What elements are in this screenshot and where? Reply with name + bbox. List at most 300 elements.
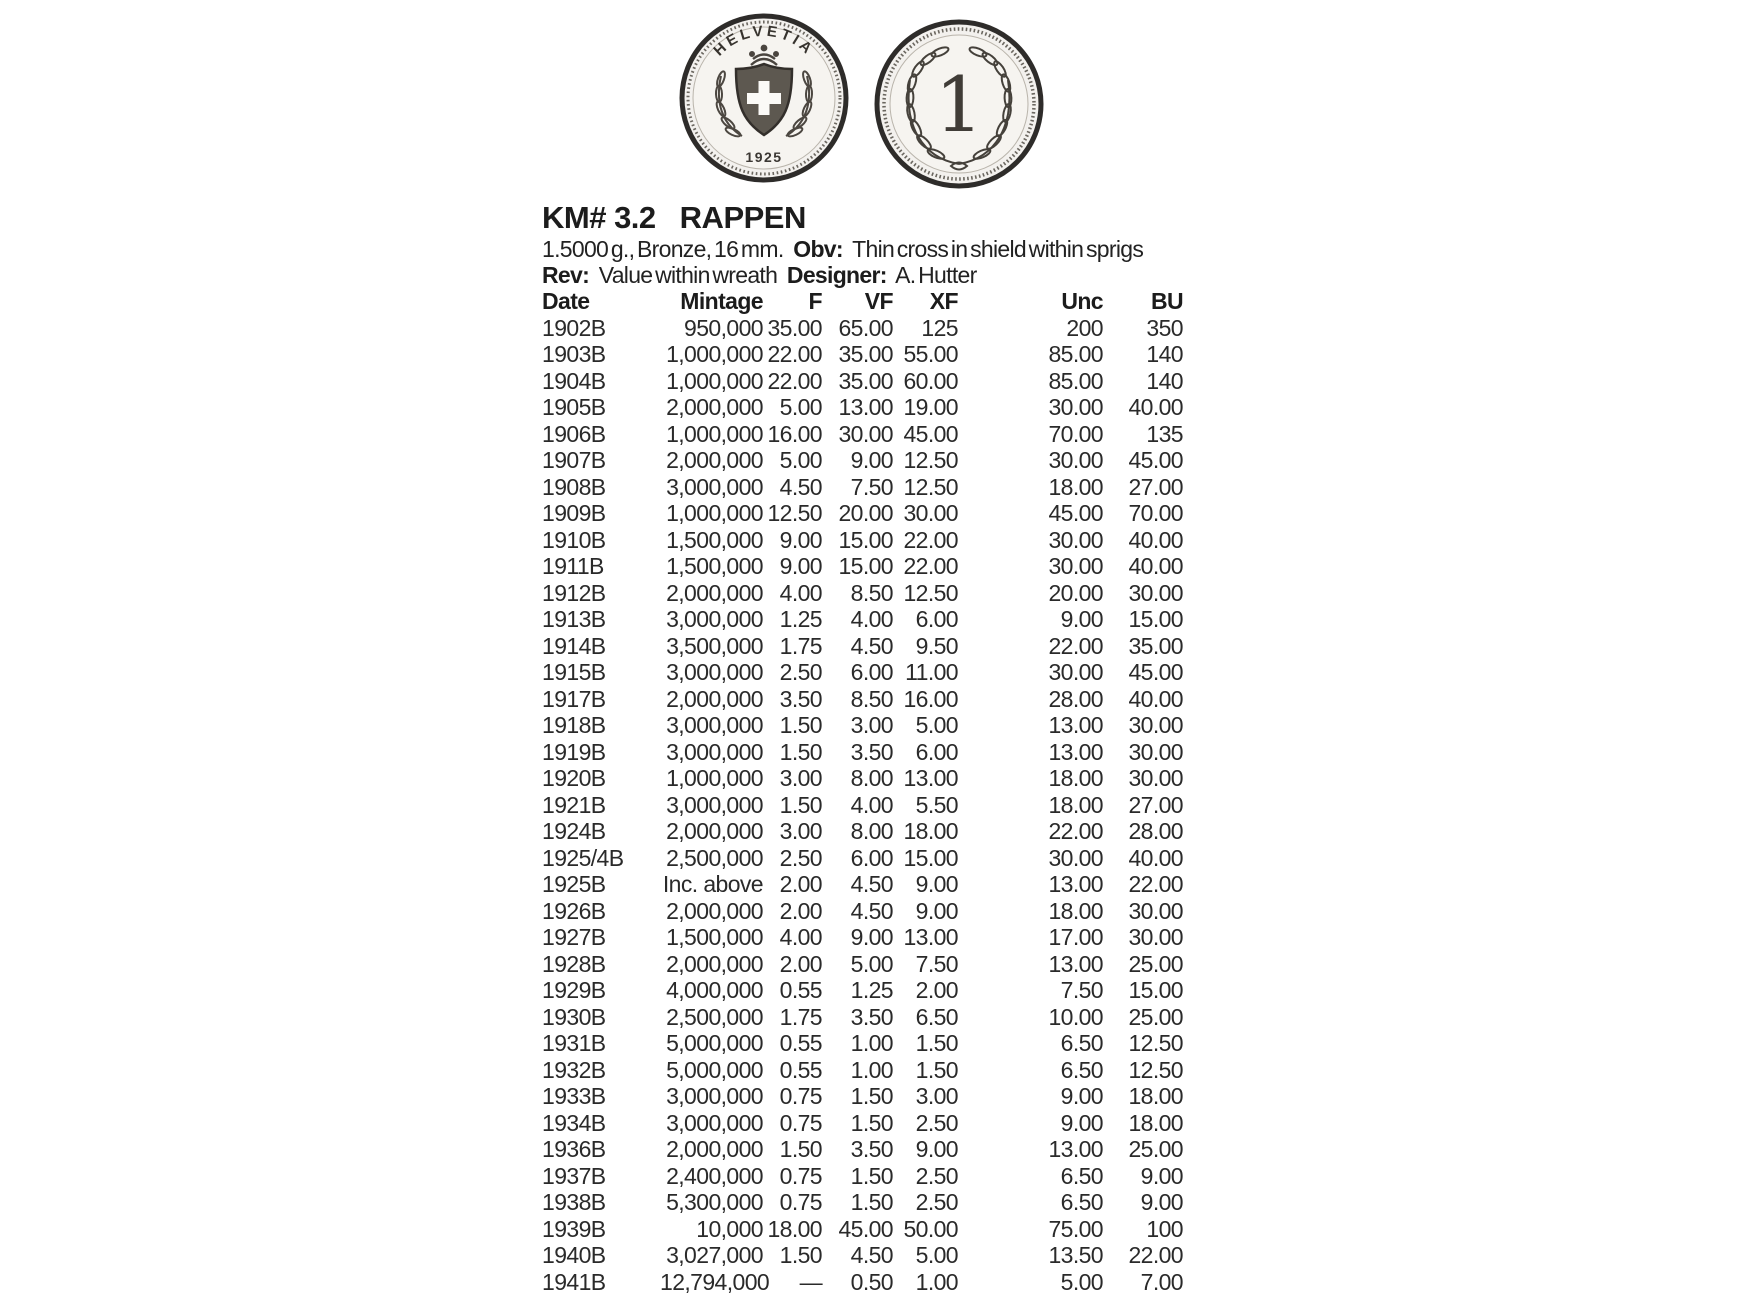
cell-unc: 30.00: [1048, 844, 1103, 871]
cell-xf: 22.00: [903, 553, 958, 579]
cell-xf: 3.00: [915, 1083, 958, 1109]
obverse-description: Thin cross in shield within sprigs: [852, 236, 1144, 262]
cell-f: 3.00: [779, 818, 822, 844]
cell-bu: 22.00: [1128, 871, 1183, 897]
cell-f: 0.75: [779, 1189, 822, 1215]
cell-xf: 30.00: [903, 500, 958, 526]
cell-xf: 13.00: [903, 765, 958, 791]
cell-f: 0.55: [779, 977, 822, 1003]
cell-date: 1915B: [542, 659, 606, 685]
cell-mintage: 3,500,000: [666, 632, 763, 659]
cell-unc: 30.00: [1048, 394, 1103, 420]
reverse-label: Rev:: [542, 262, 590, 288]
cell-xf: 12.50: [903, 447, 958, 473]
cell-f: 5.00: [779, 394, 822, 420]
cell-unc: 70.00: [1048, 420, 1103, 447]
table-row: [542, 739, 1183, 766]
table-row: [542, 818, 1183, 845]
table-row: [542, 659, 1183, 686]
table-row: [542, 792, 1183, 819]
cell-vf: 6.00: [850, 844, 893, 871]
table-row: [542, 1216, 1183, 1243]
cell-f: 2.00: [779, 897, 822, 924]
cell-bu: 140: [1146, 367, 1183, 394]
cell-vf: 15.00: [838, 553, 893, 579]
cell-vf: 0.50: [850, 1268, 893, 1295]
cell-bu: 25.00: [1128, 950, 1183, 977]
table-row: [542, 580, 1183, 607]
cell-unc: 13.00: [1048, 738, 1103, 765]
cell-bu: 22.00: [1128, 1242, 1183, 1268]
table-row: [542, 898, 1183, 925]
table-row: [542, 633, 1183, 660]
reverse-value: 1: [934, 60, 984, 149]
cell-bu: 15.00: [1128, 606, 1183, 632]
cell-unc: 30.00: [1048, 526, 1103, 553]
cell-f: 2.00: [779, 950, 822, 977]
cell-f: 5.00: [779, 447, 822, 473]
cell-bu: 28.00: [1128, 818, 1183, 844]
cell-date: 1930B: [542, 1003, 606, 1030]
cell-xf: 2.50: [915, 1109, 958, 1136]
cell-unc: 6.50: [1060, 1162, 1103, 1189]
cell-xf: 2.50: [915, 1189, 958, 1215]
cell-f: 1.50: [779, 712, 822, 738]
cell-f: 1.50: [779, 738, 822, 765]
table-row: [542, 1004, 1183, 1031]
cell-mintage: 3,000,000: [666, 712, 763, 738]
cell-unc: 22.00: [1048, 818, 1103, 844]
cell-date: 1902B: [542, 314, 606, 341]
table-row: [542, 606, 1183, 633]
cell-xf: 60.00: [903, 367, 958, 394]
cell-date: 1917B: [542, 685, 606, 712]
cell-bu: 9.00: [1140, 1189, 1183, 1215]
table-row: [542, 1083, 1183, 1110]
cell-date: 1910B: [542, 526, 606, 553]
price-table-body: [542, 315, 1183, 1296]
cell-xf: 6.00: [915, 606, 958, 632]
cell-xf: 45.00: [903, 420, 958, 447]
cell-mintage: 950,000: [684, 314, 763, 341]
cell-bu: 45.00: [1128, 659, 1183, 685]
cell-date: 1921B: [542, 791, 606, 818]
cell-unc: 22.00: [1048, 632, 1103, 659]
cell-xf: 9.00: [915, 1136, 958, 1162]
cell-xf: 1.00: [915, 1268, 958, 1295]
cell-f: 9.00: [779, 526, 822, 553]
cell-vf: 4.50: [850, 897, 893, 924]
cell-mintage: 2,000,000: [666, 897, 763, 924]
cell-mintage: 3,000,000: [666, 606, 763, 632]
cell-unc: 30.00: [1048, 659, 1103, 685]
cell-vf: 1.50: [850, 1162, 893, 1189]
cell-xf: 55.00: [903, 341, 958, 367]
cell-unc: 75.00: [1048, 1215, 1103, 1242]
table-row: [542, 474, 1183, 501]
cell-bu: 30.00: [1128, 897, 1183, 924]
cell-unc: 13.50: [1048, 1242, 1103, 1268]
denomination: RAPPEN: [679, 200, 806, 235]
cell-mintage: 1,000,000: [666, 367, 763, 394]
cell-date: 1918B: [542, 712, 606, 738]
cell-date: 1941B: [542, 1268, 606, 1295]
cell-unc: 13.00: [1048, 1136, 1103, 1162]
cell-mintage: 3,000,000: [666, 1083, 763, 1109]
cell-unc: 85.00: [1048, 367, 1103, 394]
cell-f: 2.50: [779, 659, 822, 685]
cell-vf: 8.50: [850, 685, 893, 712]
cell-vf: 8.00: [850, 765, 893, 791]
cell-f: 22.00: [767, 341, 822, 367]
cell-unc: 18.00: [1048, 897, 1103, 924]
cell-bu: 30.00: [1128, 579, 1183, 606]
cell-unc: 17.00: [1048, 924, 1103, 950]
cell-vf: 1.00: [850, 1030, 893, 1056]
cell-f: 3.50: [779, 685, 822, 712]
cell-unc: 18.00: [1048, 473, 1103, 500]
cell-vf: 20.00: [838, 500, 893, 526]
cell-f: 2.50: [779, 844, 822, 871]
cell-bu: 45.00: [1128, 447, 1183, 473]
table-row: [542, 1030, 1183, 1057]
coin-measurements: 1.5000 g., Bronze, 16 mm.: [542, 236, 784, 262]
cell-bu: 40.00: [1128, 526, 1183, 553]
cell-vf: 4.00: [850, 606, 893, 632]
cell-xf: 6.00: [915, 738, 958, 765]
spec-line-1: [542, 236, 1143, 262]
cell-f: 3.00: [779, 765, 822, 791]
cell-mintage: 2,000,000: [666, 685, 763, 712]
cell-mintage: 1,000,000: [666, 765, 763, 791]
cell-unc: 30.00: [1048, 553, 1103, 579]
col-header-f: F: [808, 288, 822, 314]
cell-vf: 45.00: [838, 1215, 893, 1242]
cell-mintage: 5,300,000: [666, 1189, 763, 1215]
cell-vf: 4.50: [850, 871, 893, 897]
cell-unc: 18.00: [1048, 791, 1103, 818]
table-row: [542, 527, 1183, 554]
cell-bu: 30.00: [1128, 738, 1183, 765]
cell-mintage: 3,000,000: [666, 738, 763, 765]
table-row: [542, 315, 1183, 342]
table-row: [542, 1242, 1183, 1269]
table-row: [542, 368, 1183, 395]
cell-date: 1925B: [542, 871, 606, 897]
cell-xf: 5.50: [915, 791, 958, 818]
cell-xf: 6.50: [915, 1003, 958, 1030]
reverse-description: Value within wreath: [598, 262, 778, 288]
cell-bu: 27.00: [1128, 791, 1183, 818]
cell-date: 1906B: [542, 420, 606, 447]
obverse-coin-image: [678, 12, 850, 184]
cell-mintage: 3,000,000: [666, 659, 763, 685]
cell-unc: 9.00: [1060, 1083, 1103, 1109]
table-row: [542, 1057, 1183, 1084]
spec-line-2: [542, 262, 977, 288]
cell-xf: 5.00: [915, 712, 958, 738]
price-table: [542, 288, 1183, 1295]
cell-date: 1933B: [542, 1083, 606, 1109]
cell-xf: 7.50: [915, 950, 958, 977]
cell-f: 0.75: [779, 1083, 822, 1109]
cell-mintage: 2,500,000: [666, 1003, 763, 1030]
cell-bu: 25.00: [1128, 1136, 1183, 1162]
cell-vf: 5.00: [850, 950, 893, 977]
table-row: [542, 765, 1183, 792]
cell-bu: 100: [1146, 1215, 1183, 1242]
col-header-date: Date: [542, 288, 590, 314]
cell-vf: 3.00: [850, 712, 893, 738]
cell-xf: 5.00: [915, 1242, 958, 1268]
cell-unc: 6.50: [1060, 1030, 1103, 1056]
cell-xf: 9.00: [915, 871, 958, 897]
cell-unc: 5.00: [1060, 1268, 1103, 1295]
cell-date: 1936B: [542, 1136, 606, 1162]
cell-date: 1925/4B: [542, 844, 624, 871]
cell-unc: 20.00: [1048, 579, 1103, 606]
cell-xf: 22.00: [903, 526, 958, 553]
cell-unc: 6.50: [1060, 1056, 1103, 1083]
km-number: KM# 3.2: [542, 200, 656, 235]
cell-vf: 9.00: [850, 924, 893, 950]
cell-mintage: 1,000,000: [666, 420, 763, 447]
cell-vf: 4.50: [850, 632, 893, 659]
cell-xf: 12.50: [903, 473, 958, 500]
cell-vf: 1.50: [850, 1083, 893, 1109]
cell-f: 9.00: [779, 553, 822, 579]
cell-f: 1.50: [779, 791, 822, 818]
designer-label: Designer:: [786, 262, 887, 288]
cell-date: 1909B: [542, 500, 606, 526]
cell-f: 1.25: [779, 606, 822, 632]
cell-mintage: Inc. above: [662, 871, 763, 897]
cell-date: 1912B: [542, 579, 606, 606]
cell-xf: 12.50: [903, 579, 958, 606]
cell-date: 1928B: [542, 950, 606, 977]
cell-date: 1913B: [542, 606, 606, 632]
cell-unc: 200: [1066, 314, 1103, 341]
cell-mintage: 1,500,000: [666, 553, 763, 579]
cell-f: 1.50: [779, 1242, 822, 1268]
reverse-coin-image: [873, 18, 1045, 190]
cell-bu: 7.00: [1140, 1268, 1183, 1295]
cell-bu: 70.00: [1128, 500, 1183, 526]
cell-bu: 9.00: [1140, 1162, 1183, 1189]
cell-date: 1940B: [542, 1242, 606, 1268]
table-row: [542, 1136, 1183, 1163]
cell-date: 1929B: [542, 977, 606, 1003]
cell-unc: 30.00: [1048, 447, 1103, 473]
cell-mintage: 5,000,000: [666, 1030, 763, 1056]
cell-mintage: 2,400,000: [666, 1162, 763, 1189]
cell-date: 1903B: [542, 341, 606, 367]
cell-mintage: 10,000: [696, 1215, 763, 1242]
cell-bu: 18.00: [1128, 1109, 1183, 1136]
table-row: [542, 394, 1183, 421]
cell-date: 1914B: [542, 632, 606, 659]
cell-bu: 30.00: [1128, 924, 1183, 950]
col-header-mintage: Mintage: [680, 288, 763, 314]
table-header-row: [542, 288, 1183, 315]
cell-mintage: 1,500,000: [666, 526, 763, 553]
cell-f: 0.55: [779, 1056, 822, 1083]
col-header-bu: BU: [1150, 288, 1183, 314]
table-row: [542, 924, 1183, 951]
cell-date: 1939B: [542, 1215, 606, 1242]
table-row: [542, 1110, 1183, 1137]
cell-xf: 19.00: [903, 394, 958, 420]
cell-f: —: [799, 1268, 822, 1295]
cell-date: 1938B: [542, 1189, 606, 1215]
cell-vf: 1.25: [850, 977, 893, 1003]
cell-xf: 11.00: [905, 659, 958, 685]
obverse-legend: HELVETIA: [710, 22, 818, 60]
cell-f: 16.00: [767, 420, 822, 447]
cell-bu: 18.00: [1128, 1083, 1183, 1109]
cell-date: 1924B: [542, 818, 606, 844]
cell-bu: 12.50: [1128, 1056, 1183, 1083]
cell-xf: 1.50: [915, 1030, 958, 1056]
cell-vf: 1.00: [850, 1056, 893, 1083]
cell-f: 18.00: [767, 1215, 822, 1242]
table-row: [542, 951, 1183, 978]
obverse-label: Obv:: [793, 236, 843, 262]
cell-bu: 40.00: [1128, 844, 1183, 871]
cell-f: 0.75: [779, 1109, 822, 1136]
table-row: [542, 871, 1183, 898]
table-row: [542, 977, 1183, 1004]
cell-f: 4.50: [779, 473, 822, 500]
cell-mintage: 2,000,000: [666, 394, 763, 420]
cell-f: 22.00: [767, 367, 822, 394]
cell-bu: 140: [1146, 341, 1183, 367]
cell-vf: 7.50: [850, 473, 893, 500]
cell-bu: 30.00: [1128, 712, 1183, 738]
table-row: [542, 341, 1183, 368]
cell-unc: 10.00: [1048, 1003, 1103, 1030]
cell-mintage: 3,000,000: [666, 791, 763, 818]
cell-unc: 6.50: [1060, 1189, 1103, 1215]
cell-mintage: 2,000,000: [666, 818, 763, 844]
cell-xf: 125: [921, 314, 958, 341]
cell-xf: 13.00: [903, 924, 958, 950]
table-row: [542, 712, 1183, 739]
cell-vf: 4.50: [850, 1242, 893, 1268]
cell-f: 2.00: [779, 871, 822, 897]
cell-f: 35.00: [767, 314, 822, 341]
cell-unc: 9.00: [1060, 606, 1103, 632]
cell-xf: 50.00: [903, 1215, 958, 1242]
cell-mintage: 5,000,000: [666, 1056, 763, 1083]
table-row: [542, 1163, 1183, 1190]
cell-date: 1911B: [542, 553, 604, 579]
cell-xf: 9.00: [915, 897, 958, 924]
cell-vf: 3.50: [850, 738, 893, 765]
cell-mintage: 3,027,000: [666, 1242, 763, 1268]
cell-mintage: 2,000,000: [666, 579, 763, 606]
cell-mintage: 2,500,000: [666, 844, 763, 871]
cell-f: 12.50: [767, 500, 822, 526]
cell-xf: 18.00: [903, 818, 958, 844]
cell-xf: 9.50: [915, 632, 958, 659]
cell-date: 1907B: [542, 447, 606, 473]
cell-mintage: 1,000,000: [666, 341, 763, 367]
cell-mintage: 3,000,000: [666, 473, 763, 500]
cell-date: 1931B: [542, 1030, 606, 1056]
cell-unc: 85.00: [1048, 341, 1103, 367]
cell-vf: 3.50: [850, 1003, 893, 1030]
cell-unc: 18.00: [1048, 765, 1103, 791]
cell-xf: 2.50: [915, 1162, 958, 1189]
cell-date: 1904B: [542, 367, 606, 394]
cell-bu: 35.00: [1128, 632, 1183, 659]
cell-unc: 7.50: [1060, 977, 1103, 1003]
col-header-vf: VF: [864, 288, 893, 314]
cell-date: 1932B: [542, 1056, 606, 1083]
cell-bu: 40.00: [1128, 394, 1183, 420]
cell-vf: 6.00: [850, 659, 893, 685]
cell-mintage: 2,000,000: [666, 447, 763, 473]
cell-bu: 12.50: [1128, 1030, 1183, 1056]
cell-date: 1905B: [542, 394, 606, 420]
cell-date: 1920B: [542, 765, 606, 791]
cell-date: 1934B: [542, 1109, 606, 1136]
cell-unc: 9.00: [1060, 1109, 1103, 1136]
cell-bu: 40.00: [1128, 685, 1183, 712]
cell-bu: 25.00: [1128, 1003, 1183, 1030]
cell-f: 1.50: [779, 1136, 822, 1162]
cell-vf: 30.00: [838, 420, 893, 447]
table-row: [542, 553, 1183, 580]
table-row: [542, 421, 1183, 448]
cell-vf: 8.00: [850, 818, 893, 844]
cell-vf: 4.00: [850, 791, 893, 818]
cell-mintage: 3,000,000: [666, 1109, 763, 1136]
cell-date: 1919B: [542, 738, 606, 765]
cell-vf: 1.50: [850, 1189, 893, 1215]
cell-vf: 13.00: [838, 394, 893, 420]
cell-vf: 9.00: [850, 447, 893, 473]
col-header-unc: Unc: [1061, 288, 1103, 314]
listing-title: [542, 200, 806, 236]
cell-vf: 3.50: [850, 1136, 893, 1162]
cell-vf: 35.00: [838, 367, 893, 394]
cell-unc: 45.00: [1048, 500, 1103, 526]
cell-f: 4.00: [779, 579, 822, 606]
cell-mintage: 1,000,000: [666, 500, 763, 526]
table-row: [542, 686, 1183, 713]
cell-unc: 13.00: [1048, 871, 1103, 897]
cell-f: 4.00: [779, 924, 822, 950]
cell-date: 1937B: [542, 1162, 606, 1189]
cell-bu: 30.00: [1128, 765, 1183, 791]
table-row: [542, 845, 1183, 872]
cell-bu: 27.00: [1128, 473, 1183, 500]
cell-mintage: 4,000,000: [666, 977, 763, 1003]
col-header-xf: XF: [929, 288, 958, 314]
designer-name: A. Hutter: [895, 262, 977, 288]
cell-date: 1927B: [542, 924, 606, 950]
cell-date: 1926B: [542, 897, 606, 924]
cell-date: 1908B: [542, 473, 606, 500]
cell-vf: 15.00: [838, 526, 893, 553]
cell-xf: 2.00: [915, 977, 958, 1003]
table-row: [542, 1269, 1183, 1296]
cell-bu: 40.00: [1128, 553, 1183, 579]
cell-vf: 1.50: [850, 1109, 893, 1136]
table-row: [542, 500, 1183, 527]
